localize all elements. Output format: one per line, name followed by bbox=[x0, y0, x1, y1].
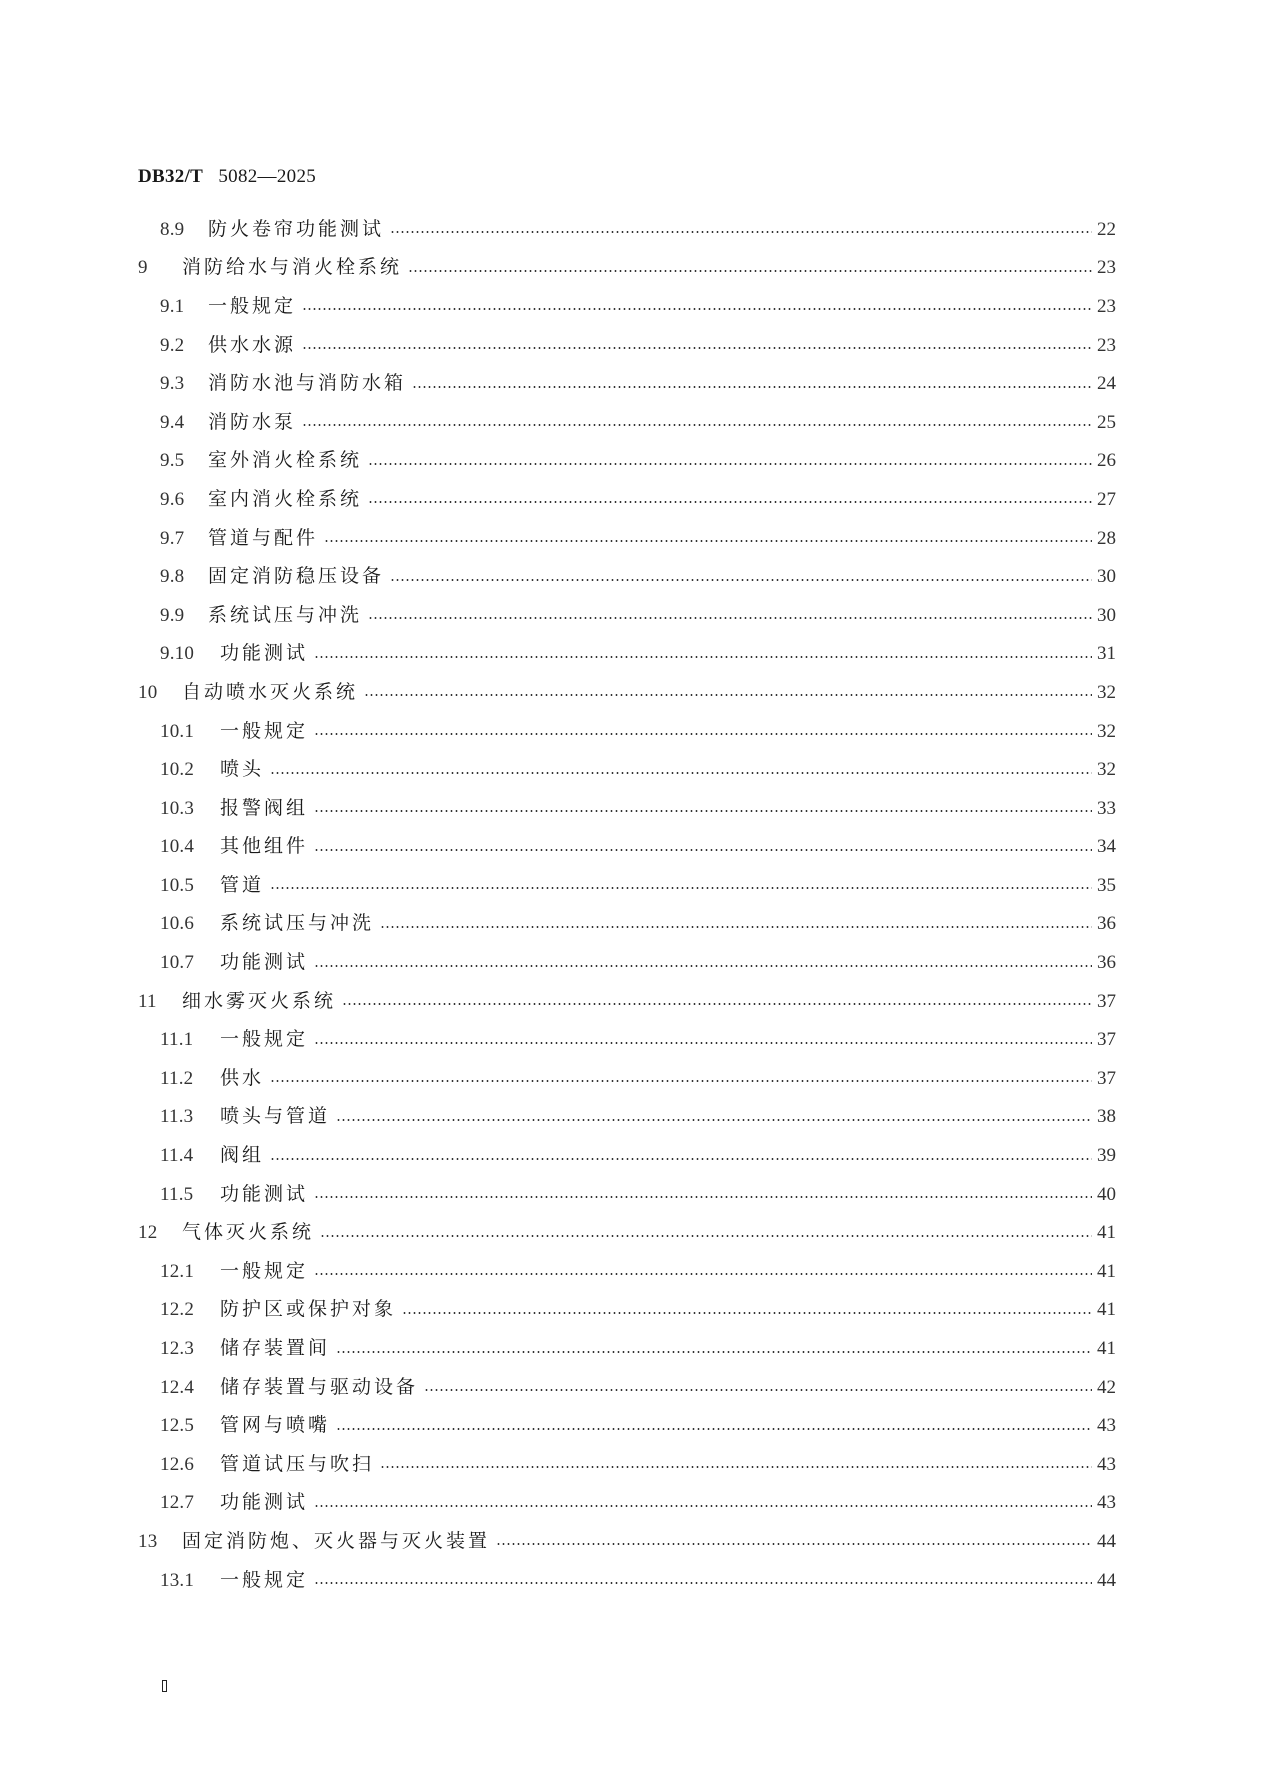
toc-entry-title: 一般规定 bbox=[220, 1028, 309, 1051]
toc-entry-page: 24 bbox=[1097, 373, 1116, 395]
toc-entry-page: 33 bbox=[1097, 797, 1116, 819]
toc-entry-title: 防护区或保护对象 bbox=[220, 1298, 397, 1321]
toc-entry-page: 44 bbox=[1097, 1530, 1116, 1552]
toc-entry-number: 9.7 bbox=[160, 527, 185, 549]
toc-entry[interactable] bbox=[138, 673, 1116, 712]
toc-entry[interactable] bbox=[138, 1406, 1116, 1445]
toc-entry-title: 喷头与管道 bbox=[220, 1105, 331, 1128]
toc-entry-number: 11.5 bbox=[160, 1183, 194, 1205]
toc-entry-number: 9.9 bbox=[160, 604, 185, 626]
toc-dot-leader bbox=[302, 347, 1092, 349]
toc-entry-title: 储存装置间 bbox=[220, 1337, 331, 1360]
toc-entry-title: 管道与配件 bbox=[208, 526, 319, 549]
toc-entry-page: 37 bbox=[1097, 1029, 1116, 1051]
toc-entry-number: 9.4 bbox=[160, 411, 185, 433]
toc-entry[interactable] bbox=[138, 1291, 1116, 1330]
toc-dot-leader bbox=[320, 1235, 1092, 1237]
toc-entry-number: 13 bbox=[138, 1530, 158, 1552]
toc-entry-number: 9.3 bbox=[160, 373, 185, 395]
toc-entry-page: 32 bbox=[1097, 681, 1116, 703]
toc-dot-leader bbox=[314, 965, 1092, 967]
toc-entry[interactable] bbox=[138, 1445, 1116, 1484]
page-marker-glyph bbox=[162, 1680, 167, 1692]
toc-entry-page: 31 bbox=[1097, 643, 1116, 665]
toc-dot-leader bbox=[342, 1003, 1092, 1005]
toc-dot-leader bbox=[390, 579, 1092, 581]
toc-entry-number: 11.3 bbox=[160, 1106, 194, 1128]
toc-entry-page: 26 bbox=[1097, 450, 1116, 472]
toc-entry-title: 管网与喷嘴 bbox=[220, 1414, 331, 1437]
toc-entry[interactable] bbox=[138, 1213, 1116, 1252]
toc-entry[interactable] bbox=[138, 1020, 1116, 1059]
toc-dot-leader bbox=[270, 772, 1092, 774]
toc-entry[interactable] bbox=[138, 287, 1116, 326]
toc-dot-leader bbox=[336, 1351, 1092, 1353]
toc-entry[interactable] bbox=[138, 1329, 1116, 1368]
toc-entry-page: 41 bbox=[1097, 1299, 1116, 1321]
toc-entry-title: 消防给水与消火栓系统 bbox=[182, 256, 403, 279]
toc-entry-number: 12.2 bbox=[160, 1299, 195, 1321]
toc-entry-page: 37 bbox=[1097, 1067, 1116, 1089]
toc-entry-page: 27 bbox=[1097, 488, 1116, 510]
toc-entry-title: 一般规定 bbox=[220, 1568, 309, 1591]
toc-entry-page: 43 bbox=[1097, 1415, 1116, 1437]
toc-entry-page: 23 bbox=[1097, 295, 1116, 317]
toc-entry-page: 43 bbox=[1097, 1453, 1116, 1475]
toc-entry[interactable] bbox=[138, 1484, 1116, 1523]
toc-entry-page: 35 bbox=[1097, 874, 1116, 896]
toc-dot-leader bbox=[314, 1582, 1092, 1584]
toc-dot-leader bbox=[270, 887, 1092, 889]
toc-entry[interactable] bbox=[138, 442, 1116, 481]
toc-entry-page: 23 bbox=[1097, 257, 1116, 279]
toc-entry[interactable] bbox=[138, 480, 1116, 519]
toc-entry[interactable] bbox=[138, 403, 1116, 442]
toc-entry[interactable] bbox=[138, 866, 1116, 905]
toc-entry-number: 9.6 bbox=[160, 488, 185, 510]
toc-entry-number: 12.1 bbox=[160, 1260, 195, 1282]
toc-entry[interactable] bbox=[138, 249, 1116, 288]
toc-entry-number: 11.4 bbox=[160, 1145, 194, 1167]
toc-entry-page: 25 bbox=[1097, 411, 1116, 433]
toc-entry[interactable] bbox=[138, 364, 1116, 403]
table-of-contents bbox=[138, 210, 1116, 1599]
toc-dot-leader bbox=[314, 849, 1092, 851]
toc-entry[interactable] bbox=[138, 326, 1116, 365]
toc-entry-number: 9.8 bbox=[160, 566, 185, 588]
toc-entry-page: 30 bbox=[1097, 566, 1116, 588]
toc-entry-number: 10.4 bbox=[160, 836, 195, 858]
toc-entry-number: 12.7 bbox=[160, 1492, 195, 1514]
toc-entry[interactable] bbox=[138, 1059, 1116, 1098]
toc-entry[interactable] bbox=[138, 789, 1116, 828]
toc-entry[interactable] bbox=[138, 905, 1116, 944]
toc-dot-leader bbox=[314, 656, 1092, 658]
toc-dot-leader bbox=[314, 733, 1092, 735]
toc-entry-number: 12.4 bbox=[160, 1376, 195, 1398]
toc-entry-number: 10.1 bbox=[160, 720, 195, 742]
toc-dot-leader bbox=[336, 1428, 1092, 1430]
toc-entry-title: 功能测试 bbox=[220, 642, 309, 665]
toc-entry[interactable] bbox=[138, 1252, 1116, 1291]
toc-entry[interactable] bbox=[138, 1098, 1116, 1137]
toc-entry-number: 12 bbox=[138, 1222, 158, 1244]
toc-entry[interactable] bbox=[138, 828, 1116, 867]
toc-entry-number: 12.6 bbox=[160, 1453, 195, 1475]
toc-entry-title: 消防水池与消防水箱 bbox=[208, 372, 407, 395]
toc-entry-page: 22 bbox=[1097, 218, 1116, 240]
toc-entry-title: 储存装置与驱动设备 bbox=[220, 1375, 419, 1398]
toc-entry-title: 供水水源 bbox=[208, 333, 297, 356]
toc-entry-number: 10.3 bbox=[160, 797, 195, 819]
toc-entry[interactable] bbox=[138, 557, 1116, 596]
toc-entry-title: 细水雾灭火系统 bbox=[182, 989, 337, 1012]
toc-entry-page: 41 bbox=[1097, 1222, 1116, 1244]
toc-entry-number: 10 bbox=[138, 681, 158, 703]
toc-dot-leader bbox=[380, 1466, 1092, 1468]
toc-entry-page: 41 bbox=[1097, 1338, 1116, 1360]
toc-entry-title: 一般规定 bbox=[220, 719, 309, 742]
toc-dot-leader bbox=[314, 810, 1092, 812]
toc-entry-title: 功能测试 bbox=[220, 951, 309, 974]
toc-entry-number: 9.5 bbox=[160, 450, 185, 472]
toc-dot-leader bbox=[314, 1505, 1092, 1507]
toc-dot-leader bbox=[496, 1543, 1092, 1545]
toc-entry-page: 34 bbox=[1097, 836, 1116, 858]
toc-entry-number: 10.6 bbox=[160, 913, 195, 935]
toc-entry-page: 36 bbox=[1097, 952, 1116, 974]
toc-entry[interactable] bbox=[138, 982, 1116, 1021]
toc-entry[interactable] bbox=[138, 1561, 1116, 1600]
toc-dot-leader bbox=[314, 1042, 1092, 1044]
toc-dot-leader bbox=[336, 1119, 1092, 1121]
toc-entry-number: 12.5 bbox=[160, 1415, 195, 1437]
toc-entry-title: 气体灭火系统 bbox=[182, 1221, 315, 1244]
toc-entry-title: 阀组 bbox=[220, 1144, 265, 1167]
toc-entry-title: 管道 bbox=[220, 873, 265, 896]
toc-entry-number: 11.2 bbox=[160, 1067, 194, 1089]
toc-dot-leader bbox=[368, 463, 1092, 465]
toc-entry[interactable] bbox=[138, 210, 1116, 249]
toc-dot-leader bbox=[314, 1196, 1092, 1198]
toc-entry-page: 36 bbox=[1097, 913, 1116, 935]
toc-entry-number: 9.10 bbox=[160, 643, 195, 665]
toc-entry-number: 9 bbox=[138, 257, 148, 279]
toc-entry[interactable] bbox=[138, 712, 1116, 751]
toc-dot-leader bbox=[424, 1389, 1092, 1391]
toc-dot-leader bbox=[408, 270, 1092, 272]
toc-entry-number: 10.7 bbox=[160, 952, 195, 974]
toc-entry-number: 10.5 bbox=[160, 874, 195, 896]
toc-entry-title: 室外消火栓系统 bbox=[208, 449, 363, 472]
toc-entry-title: 固定消防稳压设备 bbox=[208, 565, 385, 588]
toc-entry-page: 39 bbox=[1097, 1145, 1116, 1167]
toc-entry-page: 41 bbox=[1097, 1260, 1116, 1282]
toc-entry-number: 9.2 bbox=[160, 334, 185, 356]
toc-entry[interactable] bbox=[138, 1368, 1116, 1407]
toc-entry[interactable] bbox=[138, 596, 1116, 635]
toc-entry-page: 43 bbox=[1097, 1492, 1116, 1514]
toc-dot-leader bbox=[302, 308, 1092, 310]
toc-entry-page: 28 bbox=[1097, 527, 1116, 549]
toc-entry-page: 40 bbox=[1097, 1183, 1116, 1205]
toc-entry[interactable] bbox=[138, 943, 1116, 982]
toc-dot-leader bbox=[402, 1312, 1092, 1314]
toc-entry[interactable] bbox=[138, 1136, 1116, 1175]
toc-dot-leader bbox=[364, 694, 1092, 696]
toc-entry-title: 室内消火栓系统 bbox=[208, 487, 363, 510]
document-code-prefix: DB32/T bbox=[138, 166, 204, 187]
toc-entry-page: 37 bbox=[1097, 990, 1116, 1012]
toc-entry-title: 报警阀组 bbox=[220, 796, 309, 819]
toc-entry-title: 供水 bbox=[220, 1066, 265, 1089]
toc-entry[interactable] bbox=[138, 750, 1116, 789]
toc-dot-leader bbox=[314, 1273, 1092, 1275]
toc-entry-title: 自动喷水灭火系统 bbox=[182, 680, 359, 703]
toc-entry[interactable] bbox=[138, 1522, 1116, 1561]
toc-entry-number: 9.1 bbox=[160, 295, 185, 317]
document-code-number: 5082—2025 bbox=[218, 166, 317, 187]
toc-entry-title: 功能测试 bbox=[220, 1182, 309, 1205]
toc-entry-title: 系统试压与冲洗 bbox=[208, 603, 363, 626]
document-code bbox=[138, 166, 316, 188]
toc-entry-title: 一般规定 bbox=[220, 1259, 309, 1282]
toc-entry-number: 12.3 bbox=[160, 1338, 195, 1360]
toc-entry[interactable] bbox=[138, 519, 1116, 558]
toc-entry[interactable] bbox=[138, 1175, 1116, 1214]
toc-dot-leader bbox=[368, 501, 1092, 503]
toc-entry[interactable] bbox=[138, 635, 1116, 674]
toc-entry-title: 消防水泵 bbox=[208, 410, 297, 433]
toc-entry-title: 功能测试 bbox=[220, 1491, 309, 1514]
toc-dot-leader bbox=[270, 1158, 1092, 1160]
toc-entry-number: 13.1 bbox=[160, 1569, 195, 1591]
toc-dot-leader bbox=[302, 424, 1092, 426]
toc-dot-leader bbox=[270, 1080, 1092, 1082]
toc-entry-title: 一般规定 bbox=[208, 294, 297, 317]
toc-entry-number: 8.9 bbox=[160, 218, 185, 240]
toc-dot-leader bbox=[412, 386, 1092, 388]
toc-entry-page: 32 bbox=[1097, 720, 1116, 742]
toc-entry-number: 11.1 bbox=[160, 1029, 194, 1051]
toc-entry-title: 固定消防炮、灭火器与灭火装置 bbox=[182, 1529, 491, 1552]
toc-entry-page: 32 bbox=[1097, 759, 1116, 781]
toc-entry-page: 30 bbox=[1097, 604, 1116, 626]
toc-dot-leader bbox=[368, 617, 1092, 619]
toc-entry-number: 10.2 bbox=[160, 759, 195, 781]
toc-dot-leader bbox=[390, 231, 1092, 233]
toc-entry-page: 38 bbox=[1097, 1106, 1116, 1128]
toc-entry-page: 44 bbox=[1097, 1569, 1116, 1591]
toc-entry-title: 其他组件 bbox=[220, 835, 309, 858]
toc-entry-page: 23 bbox=[1097, 334, 1116, 356]
toc-entry-title: 系统试压与冲洗 bbox=[220, 912, 375, 935]
toc-entry-page: 42 bbox=[1097, 1376, 1116, 1398]
toc-dot-leader bbox=[324, 540, 1092, 542]
toc-entry-title: 防火卷帘功能测试 bbox=[208, 217, 385, 240]
toc-entry-number: 11 bbox=[138, 990, 157, 1012]
toc-dot-leader bbox=[380, 926, 1092, 928]
toc-entry-title: 喷头 bbox=[220, 758, 265, 781]
toc-entry-title: 管道试压与吹扫 bbox=[220, 1452, 375, 1475]
